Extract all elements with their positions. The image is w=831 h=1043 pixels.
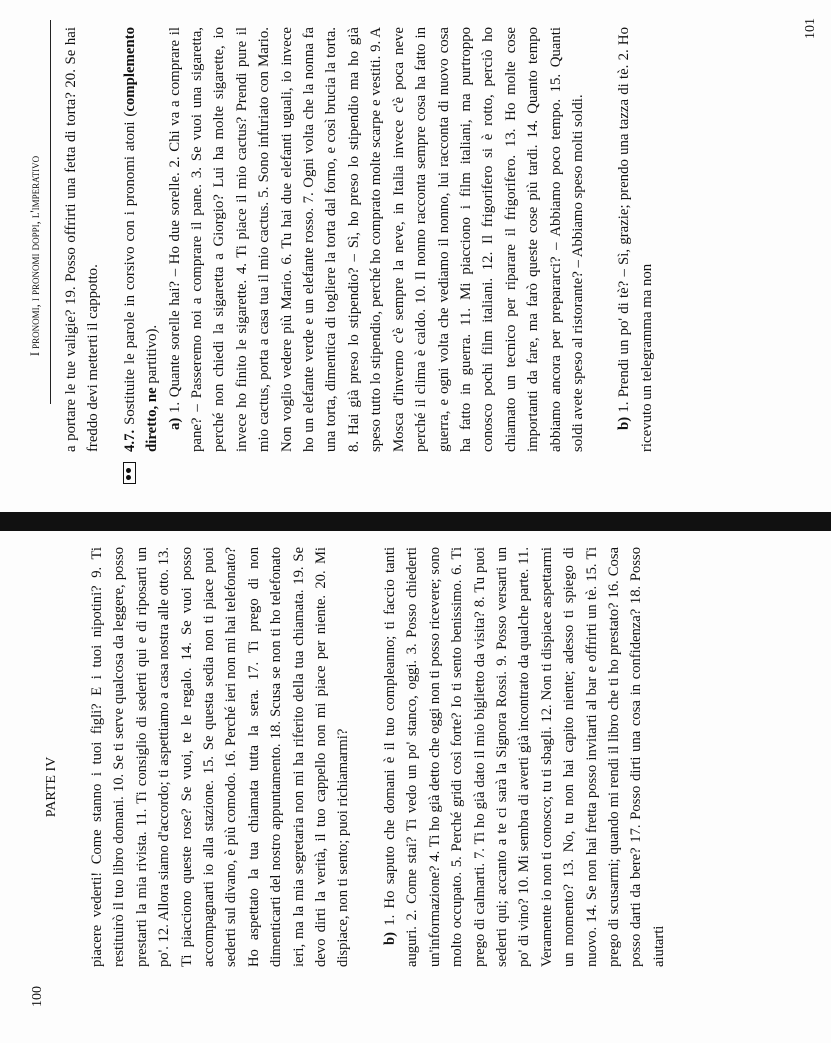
section-heading [119,27,164,452]
exercise-a [164,27,590,452]
section-instruction: Sostituite le parole in corsivo con i pronomi atoni ( [121,111,138,430]
text-column [60,27,658,452]
section-instruction-tail: partitivo). [144,324,161,388]
exercise-label: a) [166,417,183,430]
exercise-label: b) [381,932,398,945]
audio-cassette-icon [123,462,136,484]
header-rule [50,20,51,404]
page-number: 101 [803,18,818,39]
left-page [0,531,831,1043]
right-page [0,0,831,512]
paragraph: piacere vederti! Come stanno i tuoi figli? E i tuoi nipotini? 9. Ti restituirò il tuo libro domani. 10. Se ti serve qualcosa da leggere, posso prestarti la mia rivista. 11. Ti consiglio di sederti qui e di riposarti un po'. 12. Allora siamo d'accordo; ti aspettiamo a casa nostra alle otto. 13. Ti piacciono queste rose? Se vuoi, te le regalo. 14. Se vuoi posso accompagnarti io alla stazione. 15. Se questa sedia non ti piace puoi sederti sul divano, è più comodo. 16. Perché ieri non mi hai telefonato? Ho aspettato la tua chiamata tutta la sera. 17. Ti prego di non dimenticarti del nostro appuntamento. 18. Scusa se non ti ho telefonato ieri, ma la mia segretaria non mi ha riferito della tua chiamata. 19. Se devo dirti la verità, il tuo cappello non mi piace per niente. 20. Mi dispiace, non ti sento; puoi richiamarmi? [89,547,352,967]
section-instruction-bold: complemento diretto, ne [121,27,161,452]
exercise-section [119,27,658,452]
section-number: 4.7. [121,429,138,452]
exercise-label: b) [616,416,633,430]
exercise-text: 1. Quante sorelle hai? – Ho due sorelle. 2. Chi va a comprare il pane? – Passeremo noi a comprare il pane. 3. Se vuoi una sigaretta, perché non chiedi la sigaretta a Giorgio? Lui ha molte sigarette, io invece ho finito le sigarette. 4. Ti piace il mio cactus? Prendi pure il mio cactus, porta a casa tua il mio cactus. 5. Sono infuriato con Mario. Non voglio vedere più Mario. 6. Tu hai due elefanti uguali, io invece ho un elefante verde e un elefante rosso. 7. Ogni volta che la nonna fa una torta, dimentica di togliere la torta dal forno, e così brucia la torta. 8. Hai già preso lo stipendio? – Sì, ho preso lo stipendio ma ho già speso tutto lo stipendio, perché ho comprato molte scarpe e vestiti. 9. A Mosca d'inverno c'è sempre la neve, in Italia invece c'è poca neve perché il clima è caldo. 10. Il nonno racconta sempre cosa ha fatto in guerra, e ogni volta che vediamo il nonno, lui racconta di nuovo cosa ha fatto in guerra. 11. Mi piacciono i film italiani, ma purtroppo conosco pochi film italiani. 12. Il frigorifero si è rotto, perciò ho chiamato un tecnico per riparare il frigorifero. 13. Ho molte cose importanti da fare, ma farò queste cose più tardi. 14. Quanto tempo abbiamo ancora per prepararci? – Abbiamo poco tempo. 15. Quanti soldi avete speso al ristorante? – Abbiamo speso molti soldi. [166,27,586,452]
running-head: I pronomi, i pronomi doppi, l'imperativo [28,155,42,357]
text-column [86,547,670,967]
page-number: 100 [30,986,45,1007]
exercise-b [613,27,658,452]
exercise-text: 1. Prendi un po' di tè? – Sì, grazie; prendo una tazza di tè. 2. Ho ricevuto un telegramma ma non [616,27,655,452]
paragraph: a portare le tue valigie? 19. Posso offrirti una fetta di torta? 20. Se hai freddo devi metterti il cappotto. [63,27,102,452]
running-head: PARTE IV [44,756,59,818]
exercise-text: 1. Ho saputo che domani è il tuo compleanno; ti faccio tanti auguri. 2. Come stai? Ti vedo un po' stanco, oggi. 3. Posso chiederti un'informazione? 4. Ti ho già detto che oggi non ti posso ricevere; sono molto occupato. 5. Perché gridi così forte? Io ti sento benissimo. 6. Ti prego di calmarti. 7. Ti ho già dato il mio biglietto da visita? 8. Tu puoi sederti qui; accanto a te ci sarà la Signora Rossi. 9. Posso versarti un po' di vino? 10. Mi sembra di averti già incontrato da qualche parte. 11. Veramente io non ti conosco; tu ti sbagli. 12. Non ti dispiace aspettarmi un momento? 13. No, tu non hai capito niente; adesso ti spiego di nuovo. 14. Se non hai fretta posso invitarti al bar e offrirti un tè. 15. Ti prego di scusarmi; quando mi rendi il libro che ti ho prestato? 16. Cosa posso darti da bere? 17. Posso dirti una cosa in confidenza? 18. Posso aiutarti [381,547,667,967]
exercise-b [379,547,670,967]
book-gutter [0,512,831,531]
